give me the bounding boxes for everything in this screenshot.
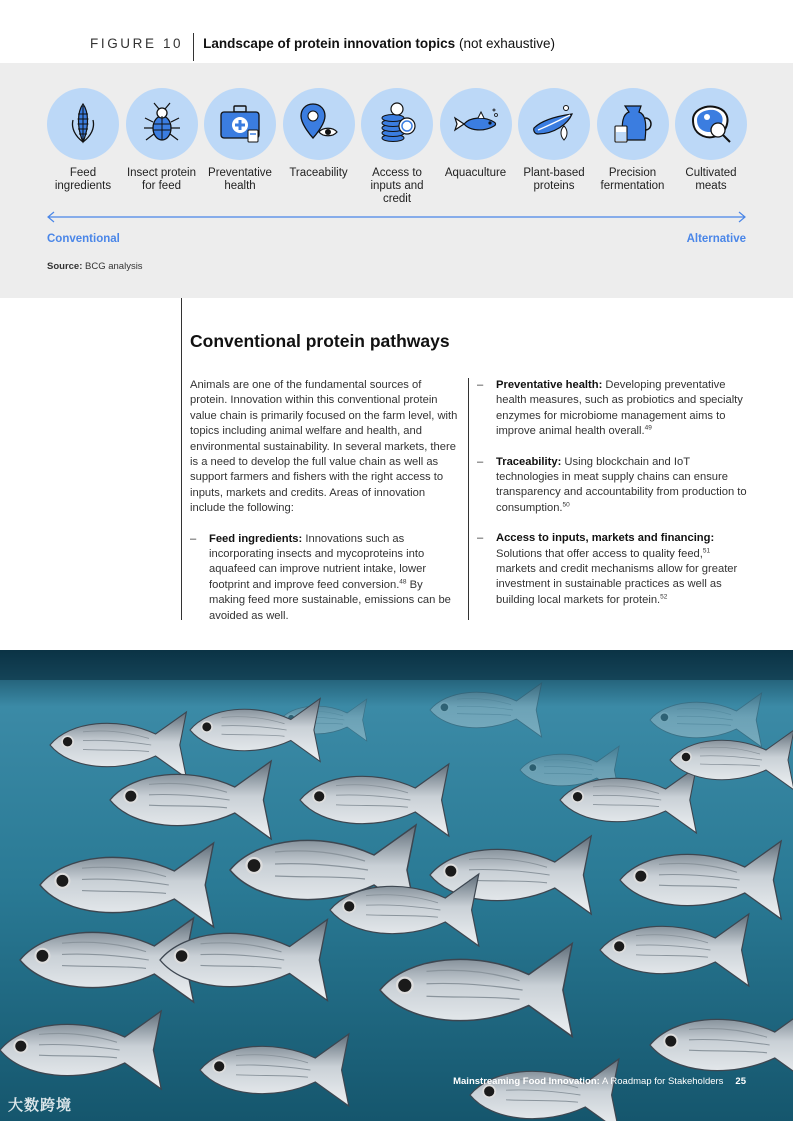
conventional-alternative-arrow: [46, 211, 747, 223]
footer-title-rest: A Roadmap for Stakeholders: [599, 1076, 724, 1087]
bullet-tail: markets and credit mechanisms allow for greater investment in sustainable practices as well as building local markets for protein.: [496, 563, 738, 606]
topic-precision-fermentation: [594, 88, 672, 206]
bullet-feed-ingredients: – Feed ingredients: Innovations such as incorporating insects and mycoproteins into aquafeed can improve nutrient intake, lower footprint and improve feed conversion.$^{48}$ By making feed more sustainable, emissions can be avoided as well.: [190, 532, 451, 622]
figure-title: [203, 33, 555, 51]
topic-traceability: [280, 88, 358, 206]
bullet-traceability: – Traceability: Using blockchain and IoT technologies in meat supply chains can ensure transparency and accountability from production to consumption.$^{50}$: [477, 455, 747, 514]
figure-label: FIGURE 10: [90, 36, 184, 51]
plant-based-icon: [528, 98, 580, 150]
bullet-text: Using blockchain and IoT technologies in meat supply chains can ensure transparency and accountability from production to consumption.: [496, 455, 747, 514]
page-footer: [453, 1076, 746, 1087]
page-number: 25: [735, 1076, 746, 1087]
footer-title-bold: Mainstreaming Food Innovation:: [453, 1076, 600, 1087]
watermark: 大数跨境: [8, 1097, 73, 1114]
topic-insect-protein: [123, 88, 201, 206]
meat-cell-icon: [685, 98, 737, 150]
topic-label: Feed ingredients: [54, 167, 112, 192]
topic-label: Insect protein for feed: [126, 167, 197, 192]
topic-aquaculture: [437, 88, 515, 206]
footnote-ref: 49: [644, 424, 652, 432]
underwater-scene: [0, 650, 793, 1121]
bullet-text: Solutions that offer access to quality feed,: [496, 547, 703, 560]
bullet-title: Access to inputs, markets and financing:: [496, 532, 715, 545]
scale-right-label: Alternative: [686, 233, 746, 245]
topic-label: Preventative health: [208, 167, 272, 192]
topic-label: Plant-based proteins: [523, 167, 585, 192]
footnote-ref: 48: [399, 578, 407, 586]
figure-divider: [193, 33, 194, 61]
insect-icon: [136, 98, 188, 150]
first-aid-kit-icon: [214, 98, 266, 150]
source-note: [47, 261, 143, 272]
topic-row: [44, 88, 750, 206]
bullet-tail: By making feed more sustainable, emissions can be avoided as well.: [209, 578, 451, 622]
source-label: Source:: [47, 261, 83, 272]
location-pin-icon: [293, 98, 345, 150]
topic-cultivated-meats: [672, 88, 750, 206]
fish-icon: [450, 98, 502, 150]
source-text: BCG analysis: [82, 261, 143, 272]
bullet-text: Developing preventative health measures, such as probiotics and specialty enzymes for microbiome management aims to improve animal health overall.: [496, 379, 743, 438]
jug-glass-icon: [607, 98, 659, 150]
topic-label: Access to inputs and credit: [370, 167, 424, 205]
corn-icon: [57, 98, 109, 150]
bullet-title: Traceability:: [496, 455, 562, 468]
bullet-preventative-health: – Preventative health: Developing preventative health measures, such as probiotics and specialty enzymes for microbiome management aims to improve animal health overall.$^{49}$: [477, 379, 743, 438]
bullet-title: Feed ingredients:: [209, 532, 303, 545]
scale-left-label: Conventional: [47, 233, 120, 245]
coins-icon: [371, 98, 423, 150]
footnote-ref: 50: [562, 501, 570, 509]
figure-header: [90, 33, 555, 63]
section-rule: [181, 298, 182, 620]
bullet-text: Innovations such as incorporating insects and mycoproteins into aquafeed can improve nutrient intake, lower footprint and improve feed conversion.: [209, 532, 427, 591]
topic-label: Precision fermentation: [600, 167, 665, 192]
topic-preventative-health: [201, 88, 279, 206]
section-title: Conventional protein pathways: [190, 331, 450, 351]
column-right: [477, 378, 749, 623]
footnote-ref: 51: [702, 546, 711, 554]
intro-paragraph: Animals are one of the fundamental sources of protein. Innovation within this conventional protein value chain is primarily focused on the farm level, with topics including animal welfare and health, and environmental sustainability. In several markets, there is a need to develop the full value chain as well as support farmers and fishers with the right access to inputs, markets and credits. Areas of innovation include the following:: [190, 379, 458, 515]
topic-label: Aquaculture: [444, 167, 507, 179]
topic-label: Cultivated meats: [685, 167, 737, 192]
column-left: [190, 378, 458, 639]
fish-school-photo: [0, 650, 793, 1121]
figure-title-rest: (not exhaustive): [455, 36, 556, 51]
topic-access-inputs-credit: [358, 88, 436, 206]
bullet-title: Preventative health:: [496, 379, 603, 391]
bullet-access-financing: – Access to inputs, markets and financing: Solutions that offer access to quality feed,$^{51}$ markets and credit mechanisms allow for greater investment in sustainable practices as well as building local markets for protein.$^{52}$: [477, 532, 738, 606]
topic-feed-ingredients: [44, 88, 122, 206]
figure-title-bold: Landscape of protein innovation topics: [203, 36, 456, 51]
footnote-ref: 52: [660, 593, 668, 601]
topic-plant-based: [515, 88, 593, 206]
column-rule: [468, 378, 469, 620]
topic-label: Traceability: [289, 167, 348, 179]
figure-panel: [0, 63, 793, 298]
